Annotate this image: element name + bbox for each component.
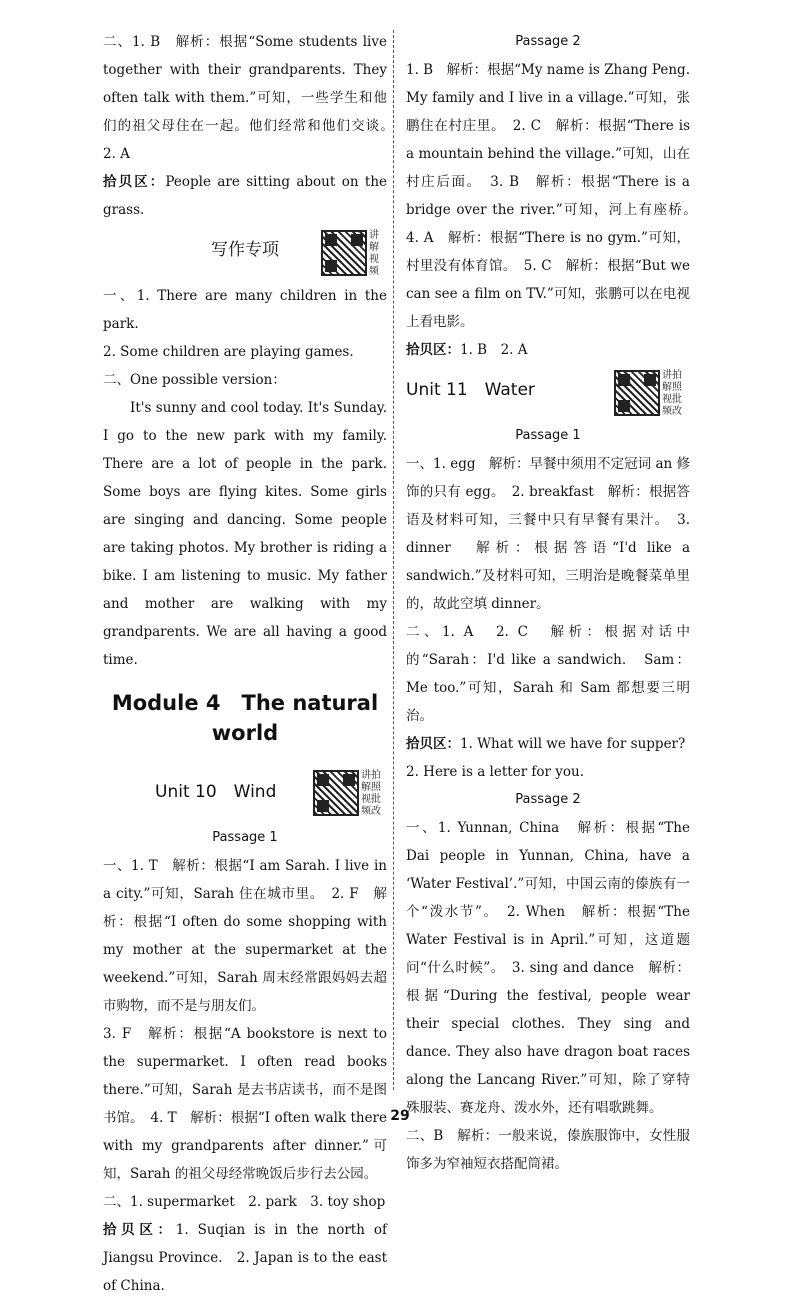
section-title: 写作专项 — [211, 240, 279, 260]
answer-paragraph: 一、1. T 解析：根据“I am Sarah. I live in a city.”可知，Sarah 住在城市里。 2. F 解析：根据“I often do some shopping with my mother at the supermarket at the weekend.”可知，Sarah 周末经常跟妈妈去超市购物，而不是与朋友们。 — [103, 858, 387, 1014]
passage-title: Passage 1 — [515, 428, 581, 443]
shell-area — [103, 1216, 387, 1300]
sample-essay: It's sunny and cool today. It's Sunday. I go to the new park with my family. There are a lot of people in the park. Some boys are flying kites. Some girls are singing and dancing. Some people are taking photos. My brother is riding a bike. I am listening to music. My father and mother are walking with my grandparents. We are all having a good time. — [103, 400, 387, 668]
shell-area — [103, 168, 387, 224]
answer-paragraph: 3. F 解析：根据“A bookstore is next to the supermarket. I often read books there.”可知，Sarah 是去书店读书，而不是图书馆。 4. T 解析：根据“I often walk there with my grandparents after dinner.”可知，Sarah 的祖父母经常晚饭后步行去公园。 — [103, 1026, 387, 1182]
shell-area-text: 1. Suqian is in the north of Jiangsu Province. 2. Japan is to the east of China. — [103, 1222, 387, 1294]
passage-title: Passage 1 — [212, 830, 278, 845]
page-number: 29 — [390, 1108, 410, 1124]
shell-area-text: People are sitting about on the grass. — [103, 174, 388, 218]
shell-area-label: 拾贝区： — [103, 1222, 176, 1238]
shell-area-text: 1. B 2. A — [460, 342, 528, 358]
shell-area-label: 拾贝区： — [103, 174, 166, 190]
answer-paragraph: 1. B 解析：根据“My name is Zhang Peng. My family and I live in a village.”可知，张鹏住在村庄里。 2. C 解析：根据“There is a mountain behind the village.”可知，山在村庄后面。 3. B 解析：根据“There is a bridge over the river.”可知，河上有座桥。 4. A 解析：根据“There is no gym.”可知，村里没有体育馆。 5. C 解析：根据“But we can see a film on TV.”可知，张鹏可以在电视上看电影。 — [406, 62, 704, 330]
unit-title: Unit 10 Wind — [155, 782, 277, 802]
answer-paragraph: 一、1. egg 解析：早餐中须用不定冠词 an 修饰的只有 egg。 2. breakfast 解析：根据答语及材料可知，三餐中只有早餐有果汁。 3. dinner 解析：根据答语“I'd like a sandwich.”及材料可知，三明治是晚餐菜单里的，故此空填 dinner。 — [406, 456, 690, 612]
unit-title: Unit 11 Water — [406, 380, 535, 400]
answer-paragraph: 一、1. Yunnan, China 解析：根据“The Dai people in Yunnan, China, have a ‘Water Festival’.”可知，中国云南的傣族有一个“泼水节”。 2. When 解析：根据“The Water Festival is in April.”可知，这道题问“什么时候”。 3. sing and dance 解析：根据“During the festival, people wear their special clothes. They sing and dance. They also have dragon boat races along the Lancang River.”可知，除了穿特殊服装、赛龙舟、泼水外，还有唱歌跳舞。 — [406, 820, 690, 1116]
shell-area-text: 1. What will we have for supper? — [460, 736, 686, 752]
passage-title: Passage 2 — [515, 34, 581, 49]
qr-caption: 讲拍解照视批频改 — [361, 770, 381, 817]
writing-heading — [103, 224, 387, 282]
answer-line: 2. Here is a letter for you. — [406, 764, 585, 780]
answer-line: 2. Some children are playing games. — [103, 344, 354, 360]
shell-area-label: 拾贝区： — [406, 736, 460, 752]
right-column — [406, 28, 704, 1178]
unit11-heading — [406, 364, 690, 422]
module-title: Module 4 The natural world — [111, 691, 379, 745]
answer-line: 二、One possible version： — [103, 372, 286, 388]
qr-code-icon[interactable] — [614, 370, 660, 416]
qr-code-icon[interactable] — [321, 230, 367, 276]
answer-paragraph: 二、1. A 2. C 解析：根据对话中的“Sarah：I'd like a sandwich. Sam：Me too.”可知，Sarah 和 Sam 都想要三明治。 — [406, 624, 690, 724]
shell-area-label: 拾贝区： — [406, 342, 460, 358]
qr-code-icon[interactable] — [313, 770, 359, 816]
qr-caption: 讲解视频 — [369, 230, 379, 277]
unit10-heading — [103, 766, 387, 824]
answer-paragraph: 二、1. B 解析：根据“Some students live together with their grandparents. They often talk with them.”可知，一些学生和他们的祖父母住在一起。他们经常和他们交谈。 2. A — [103, 34, 401, 162]
column-divider — [393, 30, 394, 1090]
answer-paragraph: 二、B 解析：一般来说，傣族服饰中，女性服饰多为窄袖短衣搭配筒裙。 — [406, 1128, 690, 1172]
qr-caption: 讲拍解照视批频改 — [662, 370, 682, 417]
shell-area — [406, 730, 690, 758]
passage-title: Passage 2 — [515, 792, 581, 807]
answer-line: 二、1. supermarket 2. park 3. toy shop — [103, 1194, 386, 1210]
shell-area — [406, 336, 690, 364]
answer-line: 一、1. There are many children in the park. — [103, 288, 387, 332]
